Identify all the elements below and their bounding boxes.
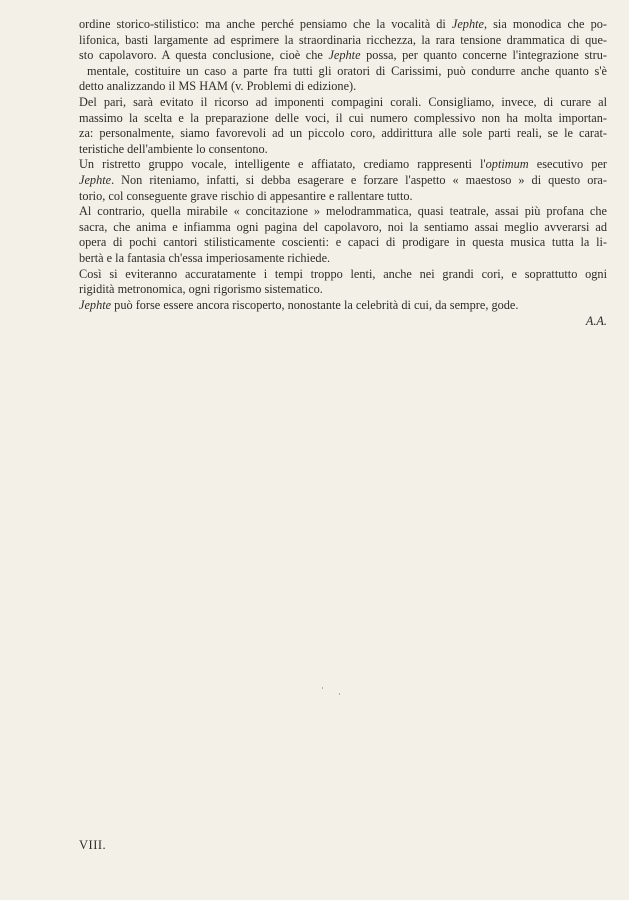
paragraph: [79, 267, 607, 298]
text-segment: , sia monodica che po-: [483, 17, 607, 31]
text-segment: opera di pochi cantori stilisticamente coscienti: e capaci di prodigare in questa musica tutta la li-: [79, 235, 607, 250]
text-line: [79, 251, 607, 267]
text-line: [79, 204, 607, 220]
text-line: [79, 157, 607, 173]
text-segment: lifonica, basti largamente ad esprimere la straordinaria ricchezza, la rara tensione drammatica di que-: [79, 32, 607, 47]
paper-speck: [339, 693, 340, 695]
paper-speck: [322, 687, 323, 689]
paragraph: [79, 298, 607, 314]
text-line: [79, 17, 607, 33]
page-number: VIII.: [79, 838, 107, 852]
text-line: [79, 189, 607, 205]
text-segment: esecutivo per: [528, 157, 607, 172]
text-line: [79, 48, 607, 64]
italic-title: Jephte: [79, 297, 112, 312]
paragraph: [79, 157, 607, 204]
text-line: [79, 235, 607, 251]
text-segment: sto capolavoro. A questa conclusione, cioè che: [79, 48, 329, 63]
text-line: [79, 220, 607, 236]
text-segment: . Non riteniamo, infatti, si debba esagerare e forzare l'aspetto « maestoso » di questo ora-: [111, 172, 607, 187]
text-line: [79, 173, 607, 189]
text-line: [79, 142, 607, 158]
italic-title: Jephte: [79, 172, 112, 187]
text-line: [79, 33, 607, 49]
text-segment: rigidità metronomica, ogni rigorismo sistematico.: [79, 282, 323, 297]
text-segment: detto analizzando il MS HAM (v. Problemi di edizione).: [79, 79, 357, 94]
paragraph: [79, 95, 607, 157]
text-segment: può forse essere ancora riscoperto, nonostante la celebrità di cui, da sempre, gode.: [111, 297, 519, 312]
text-segment: Così si eviteranno accuratamente i tempi troppo lenti, anche nei grandi cori, e soprattutto ogni: [79, 266, 607, 281]
italic-title: optimum: [485, 157, 529, 172]
text-line: [79, 79, 607, 95]
text-segment: Del pari, sarà evitato il ricorso ad imponenti compagini corali. Consigliamo, invece, di curare al: [79, 94, 607, 109]
text-line: [79, 64, 607, 80]
text-line: [79, 95, 607, 111]
text-segment: Un ristretto gruppo vocale, intelligente e affiatato, crediamo rappresenti l': [79, 157, 486, 172]
text-segment: Al contrario, quella mirabile « concitazione » melodrammatica, quasi teatrale, assai più profana che: [79, 204, 607, 219]
text-segment: massimo la scelta e la preparazione delle voci, il cui numero complessivo non ha molta importan-: [79, 110, 607, 125]
body-text: [79, 17, 607, 330]
text-line: [79, 267, 607, 283]
text-segment: ordine storico-stilistico: ma anche perché pensiamo che la vocalità di: [79, 17, 452, 31]
italic-title: Jephte: [328, 48, 361, 63]
text-line: [79, 126, 607, 142]
text-segment: za: personalmente, siamo favorevoli ad un piccolo coro, addirittura alle sole parti reali, se le carat-: [79, 126, 607, 141]
author-signature: A.A.: [585, 314, 607, 329]
text-segment: possa, per quanto concerne l'integrazione stru-: [360, 48, 607, 63]
text-segment: sacra, che anima e infiamma ogni pagina del capolavoro, noi la sentiamo assai meglio avverarsi ad: [79, 219, 607, 234]
italic-title: Jephte: [451, 17, 484, 31]
text-line: [79, 111, 607, 127]
text-segment: teristiche dell'ambiente lo consentono.: [79, 141, 268, 156]
text-line: [79, 298, 607, 314]
paragraph: [79, 17, 607, 95]
paragraph: [79, 204, 607, 266]
text-segment: mentale, costituire un caso a parte fra tutti gli oratori di Carissimi, può condurre anche quanto s'è: [87, 63, 607, 78]
text-line: [79, 282, 607, 298]
text-segment: torio, col conseguente grave rischio di appesantire e rallentare tutto.: [79, 188, 413, 203]
text-segment: bertà e la fantasia ch'essa imperiosamente richiede.: [79, 250, 331, 265]
